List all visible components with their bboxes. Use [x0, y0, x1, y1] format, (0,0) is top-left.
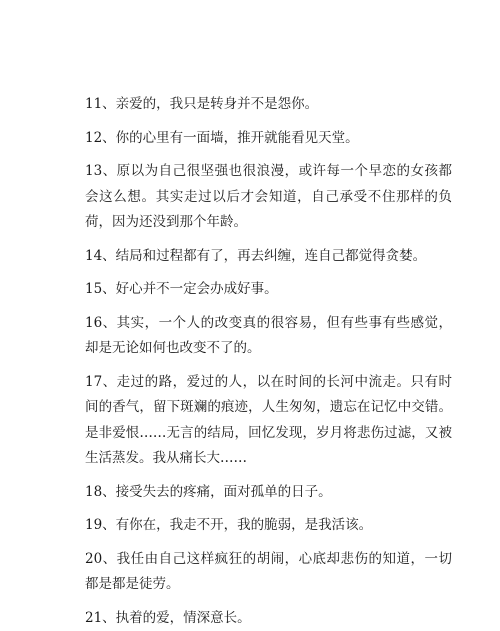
paragraph-19: 19、有你在，我走不开，我的脆弱，是我活该。 — [85, 513, 452, 539]
paragraph-14: 14、结局和过程都有了，再去纠缠，连自己都觉得贪婪。 — [85, 244, 452, 270]
paragraph-21: 21、执着的爱，情深意长。 — [85, 606, 452, 631]
paragraph-15: 15、好心并不一定会办成好事。 — [85, 277, 452, 303]
paragraph-13: 13、原以为自己很坚强也很浪漫，或许每一个早恋的女孩都会这么想。其实走过以后才会知道，自己承受不住那样的负荷，因为还没到那个年龄。 — [85, 159, 452, 236]
paragraph-16: 16、其实，一个人的改变真的很容易，但有些事有些感觉，却是无论如何也改变不了的。 — [85, 311, 452, 362]
paragraph-12: 12、你的心里有一面墙，推开就能看见天堂。 — [85, 126, 452, 152]
paragraph-11: 11、亲爱的，我只是转身并不是怨你。 — [85, 92, 452, 118]
paragraph-17: 17、走过的路，爱过的人，以在时间的长河中流走。只有时间的香气，留下斑斓的痕迹，人生匆匆，遗忘在记忆中交错。是非爱恨……无言的结局，回忆发现，岁月将悲伤过滤，又被生活蒸发。我从痛长大…… — [85, 370, 452, 472]
paragraph-20: 20、我任由自己这样疯狂的胡闹，心底却悲伤的知道，一切都是都是徒劳。 — [85, 547, 452, 598]
paragraph-18: 18、接受失去的疼痛，面对孤单的日子。 — [85, 480, 452, 506]
